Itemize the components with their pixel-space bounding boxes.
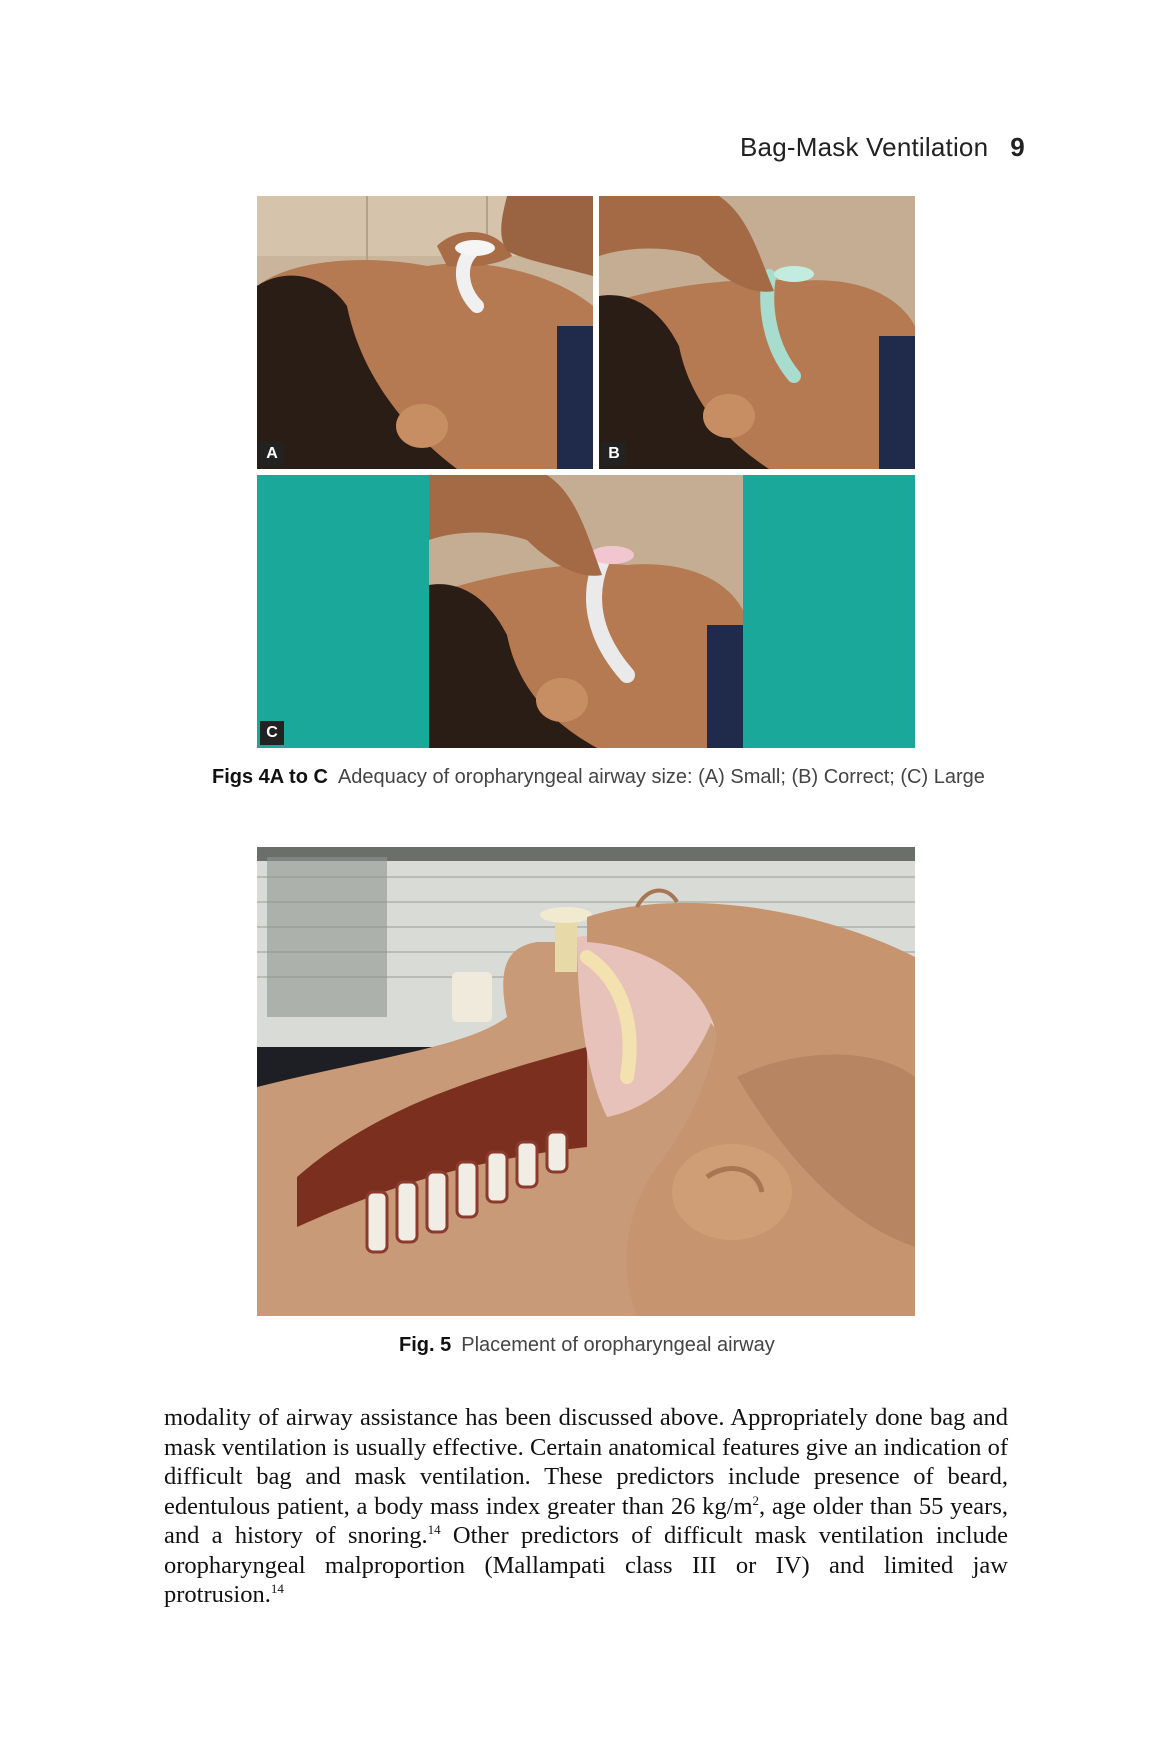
figure-4-caption: [212, 766, 985, 789]
reference-14-a: 14: [427, 1521, 441, 1537]
figure-5-photo: [257, 847, 915, 1316]
reference-14-b: 14: [270, 1580, 284, 1596]
body-text-3: Other predictors of difficult mask ventilation include oropharyngeal malproportion (Mallampati class III or IV) and limited jaw protrusion.: [164, 1522, 1008, 1608]
figure-5-caption-label: Fig. 5: [399, 1334, 452, 1356]
figure-4b-photo: [599, 196, 915, 469]
panel-label-c: C: [260, 721, 284, 745]
body-text-1: modality of airway assistance has been discussed above. Appropriately done bag and mask ventilation is usually effective. Certain anatomical features give an indication of difficult bag and mask ventilation. These predictors include presence of beard, edentulous patient, a body mass index greater than 26 kg/m: [164, 1404, 1008, 1520]
panel-label-a: A: [260, 442, 284, 466]
body-paragraph: [164, 1403, 1008, 1610]
running-header: [740, 132, 1025, 163]
body-text-2: , age older than 55 years, and a history of snoring.: [164, 1492, 1008, 1549]
figure-4-caption-text: Adequacy of oropharyngeal airway size: (A) Small; (B) Correct; (C) Large: [337, 766, 985, 788]
header-title: Bag-Mask Ventilation: [740, 132, 989, 162]
figure-4c-photo: [257, 475, 915, 748]
page-number: 9: [1010, 132, 1025, 162]
figure-4-caption-label: Figs 4A to C: [212, 766, 328, 788]
superscript-2: 2: [752, 1492, 760, 1508]
figure-5-caption-text: Placement of oropharyngeal airway: [461, 1334, 775, 1356]
figure-4a-photo: [257, 196, 593, 469]
figure-5-caption: [399, 1334, 775, 1357]
panel-label-b: B: [602, 442, 626, 466]
